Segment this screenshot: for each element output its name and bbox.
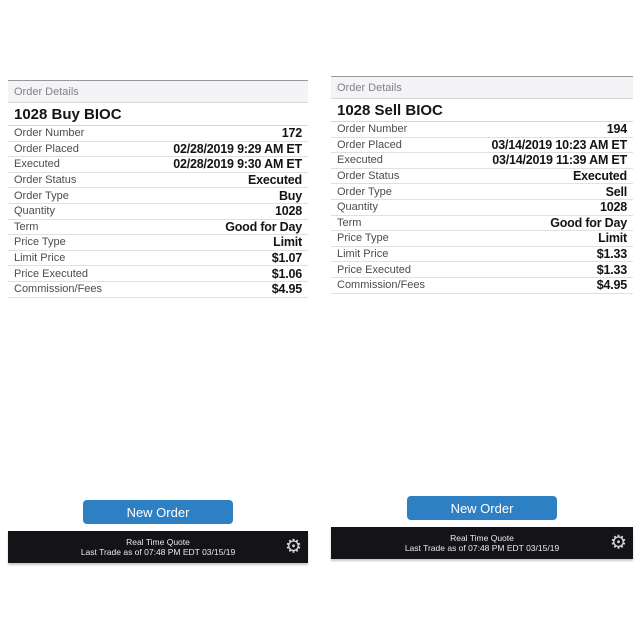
row-value: 02/28/2019 9:29 AM ET <box>173 141 302 156</box>
quote-footer-line1: Real Time Quote <box>126 536 190 547</box>
order-details-table <box>8 126 308 298</box>
row-value: 02/28/2019 9:30 AM ET <box>173 157 302 172</box>
table-row <box>331 169 633 185</box>
table-row <box>8 266 308 282</box>
quote-footer-text <box>405 533 559 554</box>
row-label: Order Status <box>14 174 77 187</box>
row-value: $4.95 <box>271 282 302 297</box>
quote-footer-line2: Last Trade as of 07:48 PM EDT 03/15/19 <box>404 543 560 553</box>
table-row <box>331 278 633 294</box>
table-row <box>8 220 308 236</box>
row-label: Price Executed <box>337 263 411 276</box>
quote-footer-line1: Real Time Quote <box>450 532 514 543</box>
table-row <box>331 231 633 247</box>
row-label: Executed <box>14 158 60 171</box>
row-label: Price Executed <box>14 267 88 280</box>
order-details-panel-sell <box>331 76 633 559</box>
table-row <box>8 204 308 220</box>
table-row <box>331 200 633 216</box>
row-label: Quantity <box>337 201 378 214</box>
row-value: Good for Day <box>225 219 302 234</box>
row-value: $1.33 <box>596 262 627 277</box>
order-details-table <box>331 122 633 294</box>
row-value: $1.06 <box>271 266 302 281</box>
table-row <box>331 138 633 154</box>
table-row <box>331 122 633 138</box>
row-value: 03/14/2019 10:23 AM ET <box>491 137 627 152</box>
panel-header-label: Order Details <box>337 81 402 94</box>
row-value: 1028 <box>599 200 627 215</box>
row-value: 172 <box>281 126 302 141</box>
row-value: Executed <box>248 173 302 188</box>
row-value: Limit <box>273 235 302 250</box>
row-value: 194 <box>606 122 627 137</box>
table-row <box>8 235 308 251</box>
quote-footer-bar <box>331 527 633 559</box>
row-value: 03/14/2019 11:39 AM ET <box>492 153 627 168</box>
row-value: $1.33 <box>596 247 627 262</box>
row-label: Price Type <box>14 236 66 249</box>
row-value: $1.07 <box>271 251 302 266</box>
row-label: Executed <box>337 154 383 167</box>
table-row <box>8 188 308 204</box>
order-title: 1028 Sell BIOC <box>331 99 633 122</box>
row-label: Order Number <box>337 123 408 136</box>
row-value: Executed <box>573 169 627 184</box>
row-label: Term <box>14 220 39 233</box>
row-value: Good for Day <box>550 215 627 230</box>
table-row <box>8 282 308 298</box>
table-row <box>8 126 308 142</box>
quote-footer-text <box>81 537 235 558</box>
panel-header <box>331 76 633 99</box>
gear-icon[interactable]: ⚙ <box>284 536 302 558</box>
table-row <box>331 184 633 200</box>
row-value: Buy <box>278 188 302 203</box>
row-label: Order Placed <box>337 138 402 151</box>
row-label: Limit Price <box>14 252 66 265</box>
row-label: Order Number <box>14 127 85 140</box>
table-row <box>331 247 633 263</box>
row-label: Quantity <box>14 205 55 218</box>
row-label: Limit Price <box>337 248 389 261</box>
table-row <box>8 173 308 189</box>
order-details-panel-buy <box>8 80 308 563</box>
row-label: Price Type <box>337 232 389 245</box>
row-label: Term <box>337 216 362 229</box>
row-label: Order Placed <box>14 142 79 155</box>
table-row <box>8 142 308 158</box>
quote-footer-line2: Last Trade as of 07:48 PM EDT 03/15/19 <box>80 547 236 557</box>
order-title: 1028 Buy BIOC <box>8 103 308 126</box>
table-row <box>331 262 633 278</box>
table-row <box>331 153 633 169</box>
panel-header <box>8 80 308 103</box>
row-value: 1028 <box>274 204 302 219</box>
row-value: Sell <box>605 184 627 199</box>
row-label: Commission/Fees <box>337 279 426 292</box>
row-label: Order Type <box>337 185 392 198</box>
table-row <box>8 251 308 267</box>
row-label: Order Status <box>337 170 400 183</box>
new-order-button[interactable]: New Order <box>83 500 233 524</box>
quote-footer-bar <box>8 531 308 563</box>
panel-header-label: Order Details <box>14 85 79 98</box>
row-label: Commission/Fees <box>14 283 103 296</box>
row-value: Limit <box>598 231 627 246</box>
row-label: Order Type <box>14 189 69 202</box>
row-value: $4.95 <box>596 278 627 293</box>
table-row <box>331 216 633 232</box>
table-row <box>8 157 308 173</box>
new-order-button[interactable]: New Order <box>407 496 557 520</box>
gear-icon[interactable]: ⚙ <box>609 532 627 554</box>
